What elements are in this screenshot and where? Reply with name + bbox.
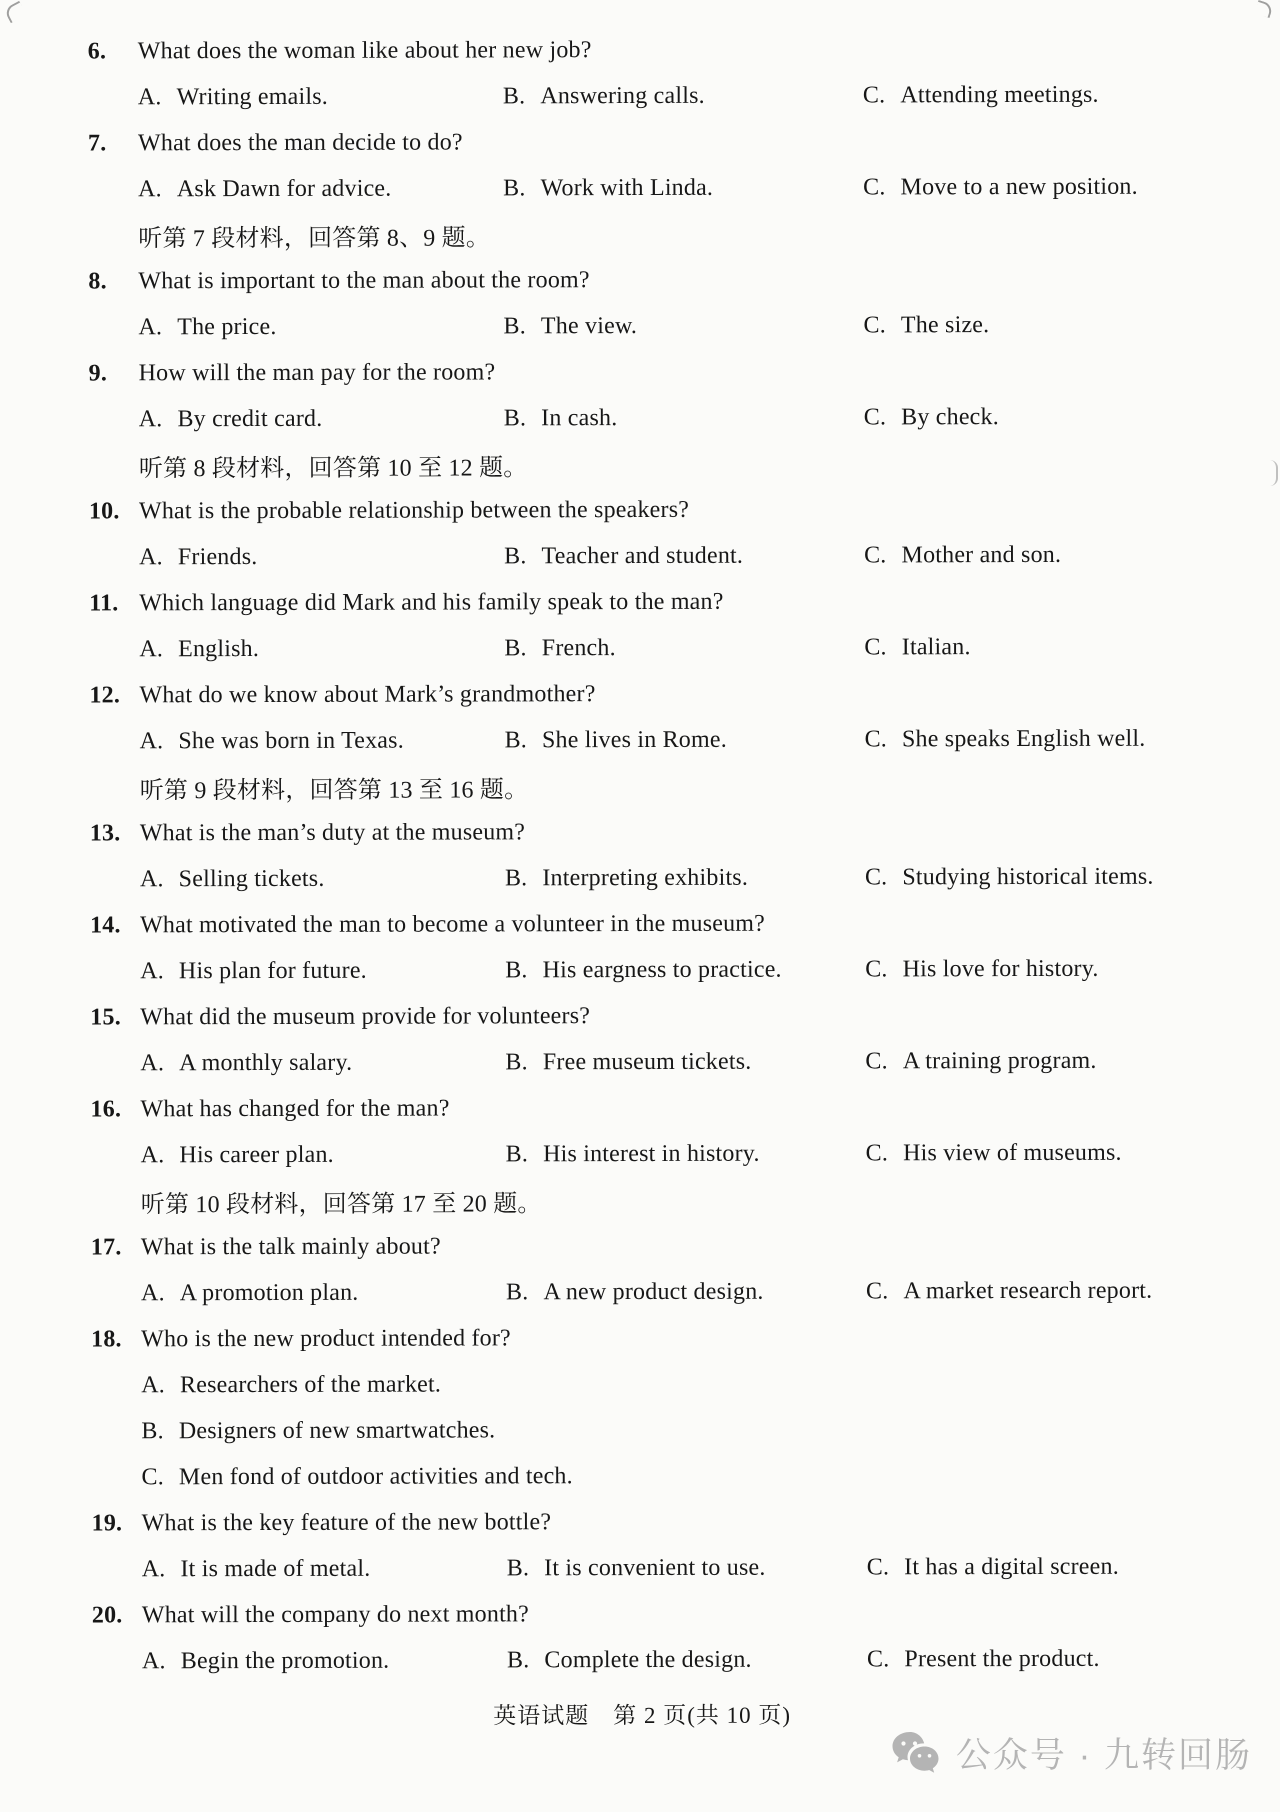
question-number: 6. <box>87 37 107 64</box>
option-text: Interpreting exhibits. <box>542 864 749 891</box>
question-number: 17. <box>90 1233 122 1260</box>
question-row <box>0 669 1280 718</box>
option-text: In cash. <box>541 404 618 431</box>
option <box>506 1278 866 1306</box>
option-text: French. <box>541 634 616 661</box>
option <box>140 1049 505 1077</box>
question-row <box>0 255 1278 304</box>
option-text: She was born in Texas. <box>178 727 404 754</box>
option <box>505 956 865 984</box>
option-text: She speaks English well. <box>901 725 1146 752</box>
option <box>142 1555 507 1583</box>
option-text: His plan for future. <box>178 957 367 984</box>
option-label: C. <box>864 633 887 660</box>
option-label: A. <box>138 313 163 340</box>
options-row <box>0 623 1279 672</box>
listening-note <box>0 209 1278 258</box>
option <box>505 726 865 754</box>
option-label: C. <box>863 173 886 200</box>
option <box>141 1141 506 1169</box>
option-text: Move to a new position. <box>900 173 1138 200</box>
options-row <box>0 853 1280 902</box>
option <box>867 1553 1280 1581</box>
question-row <box>2 1589 1280 1638</box>
question-row <box>0 807 1280 856</box>
option-label: A. <box>141 1555 166 1582</box>
question-text: What do we know about Mark’s grandmother? <box>139 680 596 708</box>
option-label: A. <box>137 83 162 110</box>
page-footer: 英语试题 第 2 页(共 10 页) <box>493 1702 792 1729</box>
question-number: 14. <box>90 911 121 938</box>
option-text: Ask Dawn for advice. <box>176 175 392 202</box>
option-label: A. <box>138 405 163 432</box>
option-text: His eargness to practice. <box>542 956 782 983</box>
option <box>505 1048 865 1076</box>
option-text: Studying historical items. <box>902 863 1154 890</box>
question-text: What is the probable relationship between the speakers? <box>138 496 690 524</box>
scan-artifact <box>1268 460 1278 486</box>
option-label: A. <box>140 1049 165 1076</box>
option-text: Italian. <box>901 633 971 660</box>
option-text: Mother and son. <box>901 541 1062 568</box>
question-number: 10. <box>88 497 120 524</box>
wechat-icon <box>890 1730 942 1776</box>
option <box>139 405 504 433</box>
options-row <box>0 301 1279 350</box>
option-text: Designers of new smartwatches. <box>178 1416 496 1444</box>
question-number: 11. <box>89 589 119 616</box>
question-number: 19. <box>91 1509 123 1536</box>
listening-note <box>0 761 1280 810</box>
option-text: Complete the design. <box>544 1646 752 1673</box>
question-number: 20. <box>91 1601 123 1628</box>
option <box>138 313 503 341</box>
question-row <box>1 1313 1280 1362</box>
option-label: C. <box>866 1553 890 1580</box>
options-row <box>2 1635 1280 1684</box>
option-text: Answering calls. <box>540 82 705 109</box>
option-text: Friends. <box>177 543 258 570</box>
question-text: How will the man pay for the room? <box>138 358 496 386</box>
option-text: It is made of metal. <box>180 1555 371 1582</box>
question-text: What is the talk mainly about? <box>140 1233 441 1260</box>
option <box>140 865 505 893</box>
option <box>141 1371 441 1399</box>
option-label: C. <box>864 725 888 752</box>
option <box>864 633 1279 661</box>
question-row <box>0 347 1279 396</box>
option-label: A. <box>141 1371 166 1398</box>
question-text: What did the museum provide for volunteers? <box>140 1002 591 1030</box>
option <box>142 1647 507 1675</box>
question-row <box>0 485 1279 534</box>
option-label: C. <box>866 1645 890 1672</box>
question-list <box>0 25 1280 1684</box>
question-text: What does the woman like about her new job? <box>137 36 592 64</box>
option <box>140 957 505 985</box>
option-text: His career plan. <box>179 1141 334 1168</box>
options-row <box>0 71 1278 120</box>
option-row <box>1 1451 1280 1500</box>
option-text: His love for history. <box>902 955 1099 982</box>
option-label: B. <box>505 1140 529 1167</box>
question-text: What is the key feature of the new bottle? <box>141 1508 552 1536</box>
question-text: Who is the new product intended for? <box>141 1324 511 1352</box>
option <box>507 1646 867 1674</box>
option-row <box>1 1405 1280 1454</box>
question-number: 18. <box>91 1325 122 1352</box>
option-text: A promotion plan. <box>179 1279 359 1306</box>
option-label: B. <box>505 956 528 983</box>
options-row <box>0 945 1280 994</box>
option-text: It is convenient to use. <box>544 1554 766 1581</box>
option-label: A. <box>140 1141 165 1168</box>
option-label: B. <box>504 634 527 661</box>
option-text: Writing emails. <box>176 83 328 110</box>
question-row <box>1 1221 1280 1270</box>
question-text: Which language did Mark and his family speak to the man? <box>139 588 724 616</box>
question-number: 13. <box>89 819 121 846</box>
option-label: A. <box>140 1279 165 1306</box>
question-text: What will the company do next month? <box>141 1600 530 1628</box>
options-row <box>1 1267 1280 1316</box>
option-label: C. <box>863 403 887 430</box>
option <box>141 1463 572 1491</box>
option-text: A monthly salary. <box>179 1049 353 1076</box>
question-text: What is the man’s duty at the museum? <box>139 818 526 846</box>
listening-note <box>0 439 1279 488</box>
option-label: B. <box>503 174 526 201</box>
option <box>865 863 1280 891</box>
option <box>864 403 1279 431</box>
listening-note-text: 听第 8 段材料，回答第 10 至 12 题。 <box>138 454 528 482</box>
option <box>138 175 503 203</box>
question-number: 7. <box>87 129 107 156</box>
option-label: C. <box>865 955 888 982</box>
option-text: Begin the promotion. <box>180 1647 390 1674</box>
listening-note-text: 听第 7 段材料，回答第 8、9 题。 <box>138 224 491 252</box>
options-row <box>0 163 1278 212</box>
question-text: What motivated the man to become a volunteer in the museum? <box>140 910 766 938</box>
option-label: A. <box>138 175 162 202</box>
option-label: C. <box>865 1277 889 1304</box>
option <box>865 725 1280 753</box>
option-label: B. <box>504 542 527 569</box>
options-row <box>0 393 1279 442</box>
option-label: B. <box>506 1554 530 1581</box>
option-label: C. <box>865 1047 888 1074</box>
option <box>866 1277 1280 1305</box>
options-row <box>0 1037 1280 1086</box>
option-label: C. <box>862 81 886 108</box>
option <box>867 1645 1280 1673</box>
listening-note-text: 听第 10 段材料，回答第 17 至 20 题。 <box>140 1190 542 1218</box>
question-text: What is important to the man about the room? <box>138 266 590 294</box>
option <box>505 864 865 892</box>
option <box>139 635 504 663</box>
option-label: A. <box>141 1647 166 1674</box>
question-row <box>0 991 1280 1040</box>
option <box>503 174 863 202</box>
question-row <box>0 117 1278 166</box>
option-label: B. <box>505 1048 528 1075</box>
option-text: By check. <box>901 403 999 430</box>
option-label: B. <box>503 404 527 431</box>
option <box>865 1047 1280 1075</box>
option-label: B. <box>505 1278 529 1305</box>
option <box>863 311 1278 339</box>
question-row <box>2 1497 1280 1546</box>
question-text: What does the man decide to do? <box>137 128 463 156</box>
option-label: B. <box>502 82 526 109</box>
option-label: B. <box>503 312 526 339</box>
option-text: Attending meetings. <box>900 81 1099 108</box>
option-row <box>1 1359 1280 1408</box>
option-label: B. <box>504 864 528 891</box>
option-text: A training program. <box>902 1047 1097 1074</box>
listening-note-text: 听第 9 段材料，回答第 13 至 16 题。 <box>139 776 529 804</box>
option-text: His view of museums. <box>903 1139 1122 1166</box>
option-text: English. <box>178 635 260 662</box>
option-text: By credit card. <box>177 405 323 432</box>
option <box>864 541 1279 569</box>
option <box>138 83 503 111</box>
question-row <box>0 577 1279 626</box>
option-label: C. <box>141 1463 164 1490</box>
option-text: The view. <box>540 312 638 339</box>
option-text: A market research report. <box>903 1277 1153 1304</box>
question-text: What has changed for the man? <box>140 1094 450 1122</box>
option-text: His interest in history. <box>543 1140 760 1167</box>
option-text: She lives in Rome. <box>541 726 727 753</box>
option-label: C. <box>864 541 887 568</box>
option-text: Free museum tickets. <box>542 1048 752 1075</box>
option-label: C. <box>863 311 886 338</box>
options-row <box>1 1129 1280 1178</box>
question-row <box>0 899 1280 948</box>
options-row <box>0 531 1279 580</box>
option-label: C. <box>864 863 888 890</box>
option <box>865 955 1280 983</box>
option-text: Present the product. <box>904 1645 1100 1672</box>
option <box>504 634 864 662</box>
option <box>504 404 864 432</box>
option-label: A. <box>139 635 164 662</box>
question-row <box>0 25 1278 74</box>
option <box>863 173 1278 201</box>
question-number: 15. <box>90 1003 121 1030</box>
option <box>863 81 1278 109</box>
question-row <box>0 1083 1280 1132</box>
question-number: 9. <box>88 359 108 386</box>
watermark <box>890 1728 1252 1778</box>
option <box>507 1554 867 1582</box>
option-text: Teacher and student. <box>541 542 744 569</box>
option-label: A. <box>139 543 163 570</box>
option-label: A. <box>139 865 164 892</box>
option <box>506 1140 866 1168</box>
option-text: Researchers of the market. <box>179 1371 442 1398</box>
option-text: Selling tickets. <box>178 865 325 892</box>
option <box>139 543 504 571</box>
option-text: Men fond of outdoor activities and tech. <box>178 1462 573 1490</box>
option <box>141 1417 495 1445</box>
option-text: A new product design. <box>543 1278 764 1305</box>
question-number: 12. <box>89 681 121 708</box>
option <box>141 1279 506 1307</box>
option-label: B. <box>504 726 528 753</box>
option <box>140 727 505 755</box>
option <box>866 1139 1280 1167</box>
option-label: C. <box>865 1139 889 1166</box>
option-label: A. <box>139 727 164 754</box>
option <box>504 542 864 570</box>
question-number: 8. <box>88 267 107 294</box>
option-label: B. <box>506 1646 530 1673</box>
option-text: Work with Linda. <box>540 174 714 201</box>
option-text: It has a digital screen. <box>904 1553 1119 1580</box>
option <box>503 82 863 110</box>
listening-note <box>1 1175 1280 1224</box>
watermark-text: 公众号 · 九转回肠 <box>955 1736 1252 1775</box>
options-row <box>2 1543 1280 1592</box>
question-number: 16. <box>90 1095 122 1122</box>
option-text: The price. <box>177 313 277 340</box>
options-row <box>0 715 1280 764</box>
option-label: B. <box>141 1417 164 1444</box>
option <box>503 312 863 340</box>
option-text: The size. <box>900 311 990 338</box>
option-label: A. <box>140 957 164 984</box>
